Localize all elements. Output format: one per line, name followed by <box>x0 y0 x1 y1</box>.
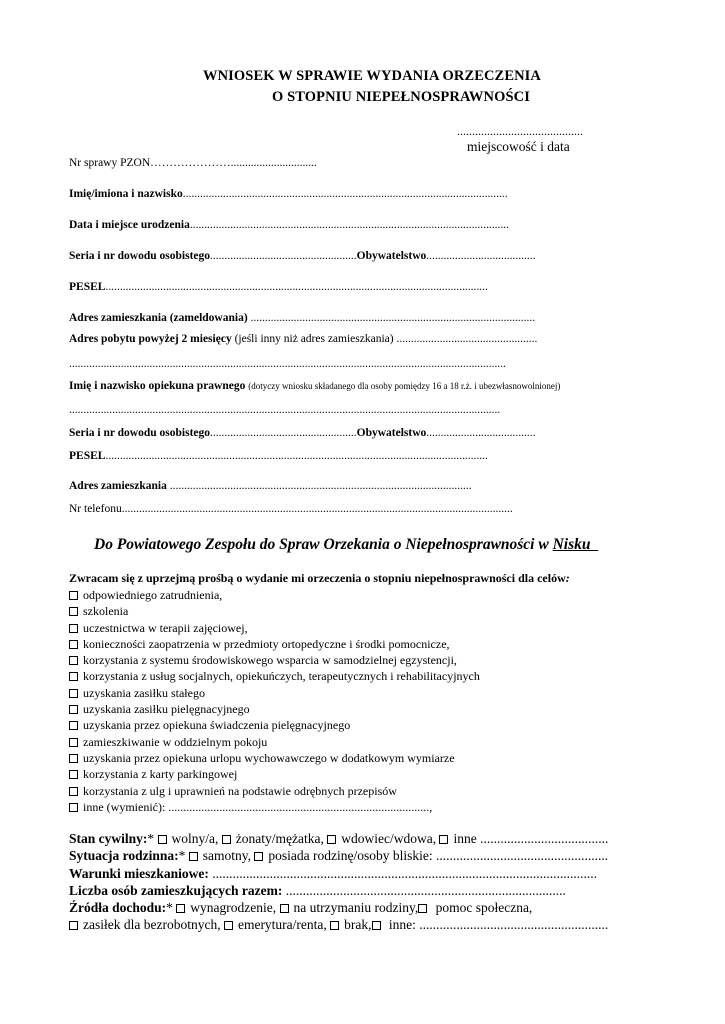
applicant-birth-label: Data i miejsce urodzenia <box>69 219 190 231</box>
purpose-checkbox[interactable] <box>69 624 78 633</box>
applicant-pesel-label: PESEL <box>69 281 106 293</box>
purpose-label: uzyskania zasiłku stałego <box>83 685 205 700</box>
guardian-pesel-field[interactable]: ..................................................................................................................................... <box>105 450 488 462</box>
guardian-name-row <box>69 380 560 392</box>
addressee-heading <box>94 536 598 554</box>
applicant-name-label: Imię/imiona i nazwisko <box>69 188 183 200</box>
applicant-address-row <box>69 312 535 324</box>
household-label: Liczba osób zamieszkujących razem: <box>69 882 283 898</box>
form-title-line1: WNIOSEK W SPRAWIE WYDANIA ORZECZENIA <box>203 68 541 84</box>
purpose-item <box>69 783 480 799</box>
purpose-checkbox[interactable] <box>69 656 78 665</box>
checkbox[interactable] <box>280 904 289 913</box>
purpose-checkbox[interactable] <box>69 721 78 730</box>
income-other-field[interactable]: ........................................................ <box>419 917 609 933</box>
applicant-pesel-row <box>69 281 488 293</box>
income-row <box>69 899 608 916</box>
applicant-id-row <box>69 250 536 262</box>
case-number-field[interactable]: ………………….............................. <box>150 157 317 169</box>
purpose-item <box>69 750 480 766</box>
purpose-label: uzyskania przez opiekuna świadczenia pielęgnacyjnego <box>83 718 351 733</box>
purpose-item <box>69 652 480 668</box>
purpose-checkbox[interactable] <box>69 754 78 763</box>
purposes-list <box>69 587 480 815</box>
purpose-item <box>69 668 480 684</box>
applicant-citizenship-label: Obywatelstwo <box>356 250 427 262</box>
case-number-row <box>69 157 317 169</box>
purpose-checkbox[interactable] <box>69 705 78 714</box>
income-option: zasiłek dla bezrobotnych, <box>83 917 221 933</box>
household-row <box>69 882 608 899</box>
checkbox[interactable] <box>224 921 233 930</box>
household-field[interactable]: ................................................................................... <box>285 882 566 898</box>
checkbox[interactable] <box>69 921 78 930</box>
checkbox[interactable] <box>330 921 339 930</box>
purpose-label: uzyskania zasiłku pielęgnacyjnego <box>83 702 250 717</box>
checkbox[interactable] <box>176 904 185 913</box>
housing-row <box>69 865 608 882</box>
purpose-checkbox[interactable] <box>69 787 78 796</box>
purpose-label: inne (wymienić): ......................................................................................., <box>83 799 433 814</box>
request-intro-text: Zwracam się z uprzejmą prośbą o wydanie mi orzeczenia o stopniu niepełnosprawności dla celów <box>69 571 566 585</box>
guardian-pesel-label: PESEL <box>69 450 106 462</box>
guardian-name-label: Imię i nazwisko opiekuna prawnego <box>69 380 246 392</box>
request-intro <box>69 571 570 586</box>
guardian-id-field[interactable]: ................................................... <box>210 427 357 439</box>
purpose-item <box>69 701 480 717</box>
income-label: Źródła dochodu: <box>69 900 167 916</box>
checkbox[interactable] <box>158 835 167 844</box>
purpose-checkbox[interactable] <box>69 591 78 600</box>
purpose-item <box>69 766 480 782</box>
purpose-label: konieczności zaopatrzenia w przedmioty ortopedyczne i środki pomocnicze, <box>83 636 450 651</box>
guardian-address-row <box>69 480 472 492</box>
purpose-label: szkolenia <box>83 604 129 619</box>
addressee-city: Nisku <box>552 536 591 553</box>
place-date-label: miejscowość i data <box>467 139 570 154</box>
income-option: emerytura/renta, <box>237 917 327 933</box>
purpose-item <box>69 799 480 815</box>
purpose-label: korzystania z systemu środowiskowego wsparcia w samodzielnej egzystencji, <box>83 653 457 668</box>
applicant-stay-label: Adres pobytu powyżej 2 miesięcy <box>69 333 232 345</box>
guardian-citizenship-label: Obywatelstwo <box>356 427 427 439</box>
guardian-name-field[interactable]: ...................................................................................................................................................... <box>69 404 501 416</box>
civil-status-row <box>69 830 608 847</box>
applicant-id-label: Seria i nr dowodu osobistego <box>69 250 211 262</box>
purpose-label: korzystania z ulg i uprawnień na podstawie odrębnych przepisów <box>83 783 397 798</box>
civil-option: inne <box>453 831 477 846</box>
applicant-stay-field[interactable]: ................................................. <box>396 333 538 345</box>
civil-status-star: * <box>147 831 155 846</box>
purpose-label: korzystania z karty parkingowej <box>83 767 238 782</box>
form-title-line2: O STOPNIU NIEPEŁNOSPRAWNOŚCI <box>272 89 530 105</box>
purpose-label: odpowiedniego zatrudnienia, <box>83 588 223 602</box>
applicant-id-field[interactable]: ................................................... <box>210 250 357 262</box>
checkbox[interactable] <box>327 835 336 844</box>
family-status-label: Sytuacja rodzinna: <box>69 848 179 864</box>
guardian-address-label: Adres zamieszkania <box>69 480 167 492</box>
purpose-label: uzyskania przez opiekuna urlopu wychowawczego w dodatkowym wymiarze <box>83 750 455 765</box>
income-option: brak, <box>344 917 372 933</box>
applicant-name-field[interactable]: ................................................................................................................. <box>182 188 508 200</box>
purpose-item <box>69 620 480 636</box>
income-option: na utrzymaniu rodziny, <box>293 900 419 916</box>
applicant-citizenship-field[interactable]: ...................................... <box>426 250 536 262</box>
status-section <box>69 830 608 934</box>
purpose-checkbox[interactable] <box>69 640 78 649</box>
applicant-stay-note: (jeśli inny niż adres zamieszkania) <box>234 333 394 345</box>
checkbox[interactable] <box>254 852 263 861</box>
income-row-2 <box>69 916 608 933</box>
phone-row <box>69 503 513 515</box>
place-date-field[interactable]: .......................................... <box>457 124 583 138</box>
guardian-name-note: (dotyczy wniosku składanego dla osoby pomiędzy 16 a 18 r.ż. i ubezwłasnowolnionej) <box>248 381 561 391</box>
civil-option: wolny/a, <box>171 831 219 846</box>
purpose-label: korzystania z usług socjalnych, opiekuńczych, terapeutycznych i rehabilitacyjnych <box>83 669 480 684</box>
civil-status-label: Stan cywilny: <box>69 831 148 846</box>
family-option: posiada rodzinę/osoby bliskie: <box>268 848 433 864</box>
purpose-item <box>69 685 480 701</box>
income-option: wynagrodzenie, <box>190 900 277 916</box>
purpose-checkbox[interactable] <box>69 803 78 812</box>
guardian-address-field[interactable]: ......................................................................................................... <box>169 480 472 492</box>
purpose-label: zamieszkiwanie w oddzielnym pokoju <box>83 734 268 749</box>
addressee-main: Do Powiatowego Zespołu do Spraw Orzekania o Niepełnosprawności w <box>94 536 553 553</box>
checkbox[interactable] <box>189 852 198 861</box>
checkbox[interactable] <box>439 835 448 844</box>
purpose-checkbox[interactable] <box>69 689 78 698</box>
purpose-checkbox[interactable] <box>69 770 78 779</box>
guardian-id-label: Seria i nr dowodu osobistego <box>69 427 211 439</box>
civil-option: żonaty/mężatka, <box>235 831 324 846</box>
phone-field[interactable]: ........................................................................................................................................ <box>121 503 513 515</box>
purpose-label: uczestnictwa w terapii zajęciowej, <box>83 620 248 635</box>
checkbox[interactable] <box>418 904 427 913</box>
purpose-item <box>69 636 480 652</box>
family-status-row <box>69 847 608 864</box>
applicant-stay-continuation[interactable]: ........................................................................................................................................................ <box>69 358 506 370</box>
family-field[interactable]: ................................................... <box>436 848 609 864</box>
guardian-pesel-row <box>69 450 488 462</box>
purpose-item <box>69 717 480 733</box>
housing-field[interactable]: .................................................................................................................. <box>212 865 598 881</box>
purpose-item <box>69 587 480 603</box>
purpose-checkbox[interactable] <box>69 738 78 747</box>
guardian-citizenship-field[interactable]: ...................................... <box>426 427 536 439</box>
checkbox[interactable] <box>372 921 381 930</box>
applicant-birth-row <box>69 219 509 231</box>
purpose-item <box>69 734 480 750</box>
purpose-item <box>69 603 480 619</box>
case-number-label: Nr sprawy PZON <box>69 157 151 169</box>
income-option: inne: <box>388 917 416 933</box>
applicant-name-row <box>69 188 508 200</box>
civil-option: wdowiec/wdowa, <box>341 831 437 846</box>
family-status-star: * <box>178 848 186 864</box>
guardian-id-row <box>69 427 536 439</box>
family-option: samotny, <box>202 848 252 864</box>
applicant-address-field[interactable]: ................................................................................................... <box>250 312 536 324</box>
phone-label: Nr telefonu <box>69 503 122 515</box>
applicant-stay-row <box>69 333 537 345</box>
applicant-address-label: Adres zamieszkania (zameldowania) <box>69 312 248 324</box>
income-star: * <box>166 900 173 916</box>
purpose-checkbox[interactable] <box>69 607 78 616</box>
housing-label: Warunki mieszkaniowe: <box>69 865 209 881</box>
civil-other-field[interactable]: ...................................... <box>480 831 609 846</box>
request-intro-end: : <box>565 571 570 585</box>
applicant-birth-field[interactable]: ............................................................................................................... <box>189 219 509 231</box>
checkbox[interactable] <box>222 835 231 844</box>
purpose-checkbox[interactable] <box>69 672 78 681</box>
applicant-pesel-field[interactable]: ..................................................................................................................................... <box>105 281 488 293</box>
income-option: pomoc społeczna, <box>435 900 533 916</box>
